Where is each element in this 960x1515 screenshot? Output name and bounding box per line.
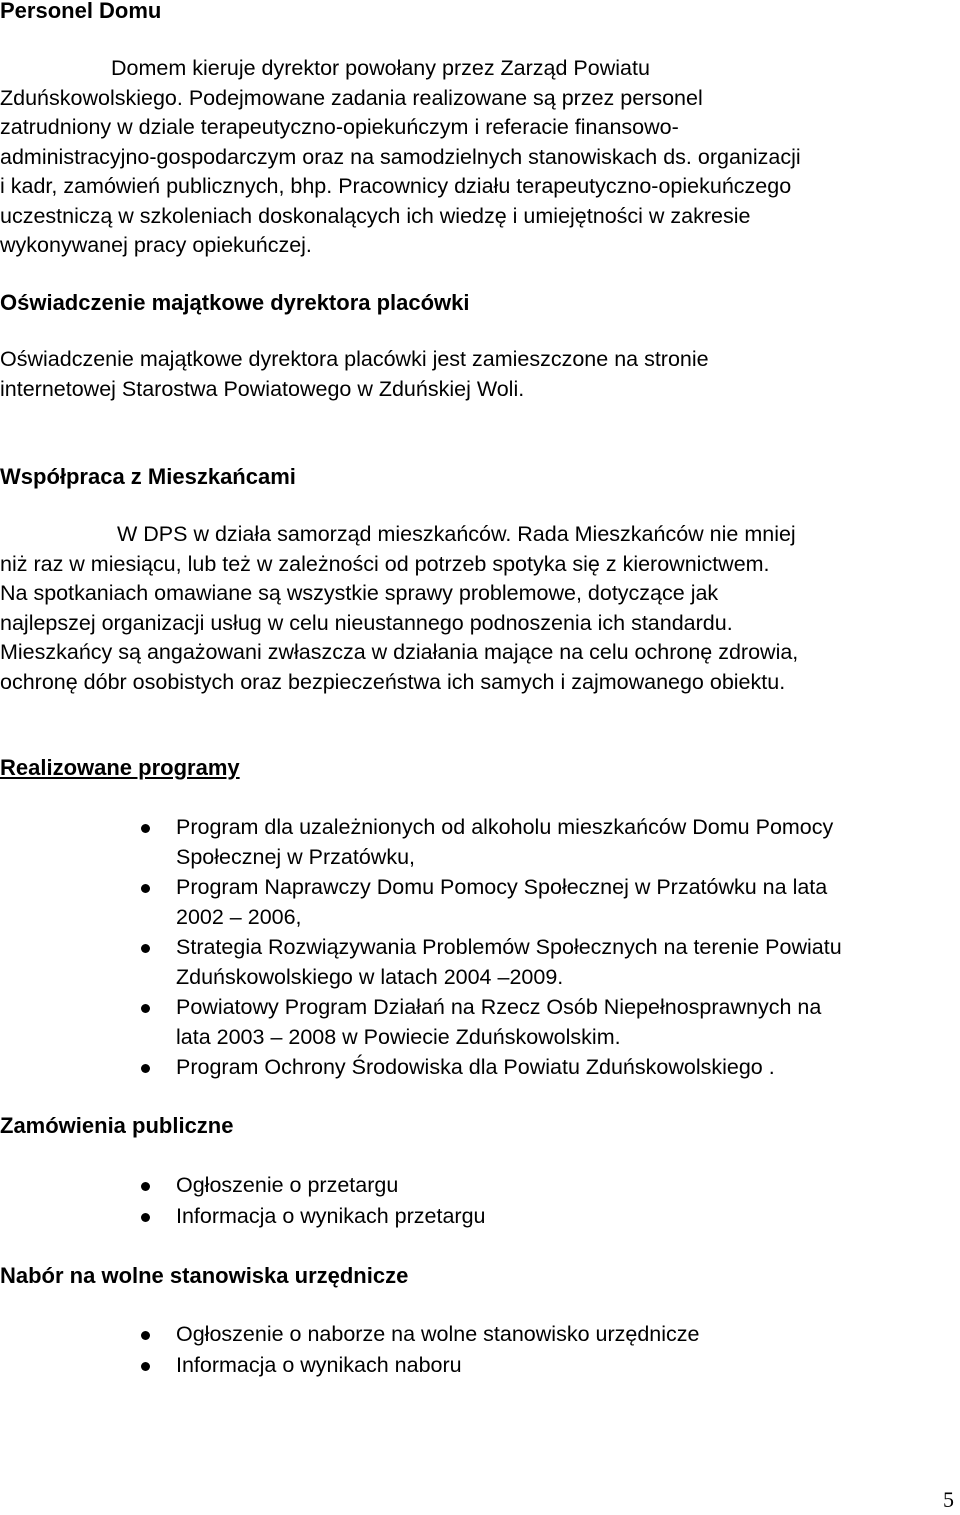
text-line: Mieszkańcy są angażowani zwłaszcza w działania mające na celu ochronę zdrowia,	[0, 640, 799, 664]
list-item-text[interactable]: Informacja o wynikach przetargu	[176, 1204, 486, 1228]
bullet-icon	[141, 1213, 150, 1222]
bullet-icon	[141, 1064, 150, 1073]
text-line: Oświadczenie majątkowe dyrektora placówki jest zamieszczone na stronie	[0, 347, 709, 371]
heading-oswiadczenie: Oświadczenie majątkowe dyrektora placówki	[0, 290, 470, 315]
list-item-text: Program Naprawczy Domu Pomocy Społecznej w Przatówku na lata	[176, 875, 828, 899]
bullet-icon	[141, 1182, 150, 1191]
text-line: Zduńskowolskiego. Podejmowane zadania realizowane są przez personel	[0, 85, 703, 110]
heading-nabor: Nabór na wolne stanowiska urzędnicze	[0, 1263, 409, 1288]
heading-zamowienia: Zamówienia publiczne	[0, 1113, 234, 1138]
paragraph-oswiadczenie	[0, 345, 709, 404]
heading-programy: Realizowane programy	[0, 755, 240, 780]
text-line: uczestniczą w szkoleniach doskonalących ich wiedzę i umiejętności w zakresie	[0, 203, 751, 228]
page-number: 5	[943, 1487, 954, 1512]
bullet-icon	[141, 1362, 150, 1371]
list-item-text: Społecznej w Przatówku,	[176, 844, 415, 869]
text-line: najlepszej organizacji usług w celu nieustannego podnoszenia ich standardu.	[0, 610, 733, 635]
text-line: administracyjno-gospodarczym oraz na samodzielnych stanowiskach ds. organizacji	[0, 144, 801, 169]
list-item-text: Strategia Rozwiązywania Problemów Społecznych na terenie Powiatu	[176, 935, 842, 959]
text-line: zatrudniony w dziale terapeutyczno-opiekuńczym i referacie finansowo-	[0, 115, 679, 139]
paragraph-wspolpraca	[0, 520, 798, 697]
text-line: internetowej Starostwa Powiatowego w Zduńskiej Woli.	[0, 376, 525, 401]
list-item-text[interactable]: Ogłoszenie o przetargu	[176, 1173, 399, 1197]
list-item-text: Zduńskowolskiego w latach 2004 –2009.	[176, 964, 564, 989]
text-line: wykonywanej pracy opiekuńczej.	[0, 233, 312, 257]
text-line: i kadr, zamówień publicznych, bhp. Pracownicy działu terapeutyczno-opiekuńczego	[0, 174, 792, 198]
bullet-icon	[141, 884, 150, 893]
bullet-icon	[141, 824, 150, 833]
list-item-text[interactable]: Informacja o wynikach naboru	[176, 1353, 462, 1377]
heading-wspolpraca: Współpraca z Mieszkańcami	[0, 464, 296, 489]
list-item-text: Program Ochrony Środowiska dla Powiatu Zduńskowolskiego .	[176, 1055, 775, 1079]
list-item-text[interactable]: Ogłoszenie o naborze na wolne stanowisko urzędnicze	[176, 1322, 700, 1346]
text-line: Domem kieruje dyrektor powołany przez Zarząd Powiatu	[111, 56, 650, 80]
text-line: ochronę dóbr osobistych oraz bezpieczeństwa ich samych i zajmowanego obiektu.	[0, 669, 786, 694]
list-item-text: Powiatowy Program Działań na Rzecz Osób Niepełnosprawnych na	[176, 995, 822, 1019]
text-line: Na spotkaniach omawiane są wszystkie sprawy problemowe, dotyczące jak	[0, 581, 719, 605]
list-item-text: 2002 – 2006,	[176, 904, 302, 929]
list-item-text: lata 2003 – 2008 w Powiecie Zduńskowolskim.	[176, 1024, 621, 1049]
paragraph-personel	[0, 54, 801, 261]
text-line: W DPS w działa samorząd mieszkańców. Rada Mieszkańców nie mniej	[117, 522, 796, 546]
bullet-icon	[141, 1331, 150, 1340]
bullet-icon	[141, 944, 150, 953]
heading-personel: Personel Domu	[0, 0, 162, 23]
bullet-icon	[141, 1004, 150, 1013]
list-item-text: Program dla uzależnionych od alkoholu mieszkańców Domu Pomocy	[176, 815, 834, 839]
text-line: niż raz w miesiącu, lub też w zależności od potrzeb spotyka się z kierownictwem.	[0, 551, 770, 576]
